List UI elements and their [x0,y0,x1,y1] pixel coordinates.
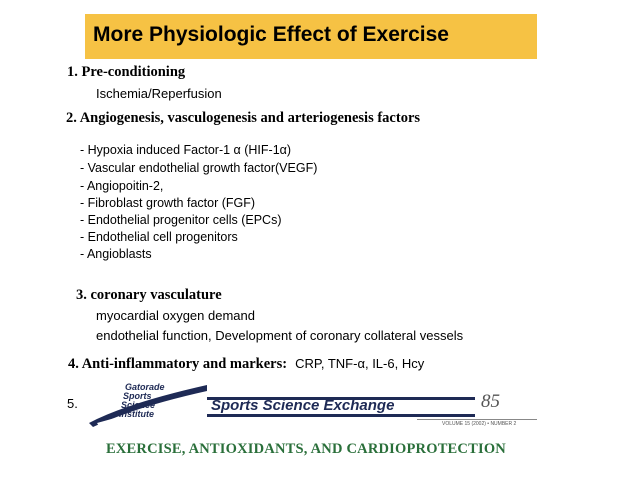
section-5-label: 5. [67,396,78,411]
section-4-markers: CRP, TNF-α, IL-6, Hcy [295,356,425,371]
list-item: - Hypoxia induced Factor-1 α (HIF-1α) [80,143,292,157]
gssi-line: Institute [119,409,154,419]
list-item: - Fibroblast growth factor (FGF) [80,196,256,210]
list-item: - Angioblasts [80,247,152,261]
slide-title: More Physiologic Effect of Exercise [93,23,449,46]
section-1-heading: 1. Pre-conditioning [67,64,186,80]
gssi-logo-text [119,382,165,419]
list-item: - Angiopoitin-2, [80,179,164,193]
section-4 [68,355,424,373]
sports-science-exchange-banner [87,383,537,431]
gssi-line: Sports [123,391,152,401]
list-item: - Vascular endothelial growth factor(VEGF) [80,161,318,175]
section-3-item: myocardial oxygen demand [96,308,255,323]
section-2-heading: 2. Angiogenesis, vasculogenesis and arteriogenesis factors [66,110,421,126]
gssi-line: Science [121,400,156,410]
banner-footer: EXERCISE, ANTIOXIDANTS, AND CARDIOPROTECTION [106,441,506,457]
issue-meta: VOLUME 15 (2002) • NUMBER 2 [442,421,517,427]
banner-title: Sports Science Exchange [211,397,395,414]
section-4-heading: 4. Anti-inflammatory and markers: [68,356,288,372]
section-1-sub: Ischemia/Reperfusion [96,86,222,101]
section-3-item: endothelial function, Development of coronary collateral vessels [96,328,464,343]
section-3-heading: 3. coronary vasculature [76,287,222,303]
issue-number: 85 [481,391,500,412]
divider [417,419,537,420]
title-box [85,14,537,59]
list-item: - Endothelial progenitor cells (EPCs) [80,213,282,227]
list-item: - Endothelial cell progenitors [80,230,238,244]
gssi-line: Gatorade [125,382,165,392]
